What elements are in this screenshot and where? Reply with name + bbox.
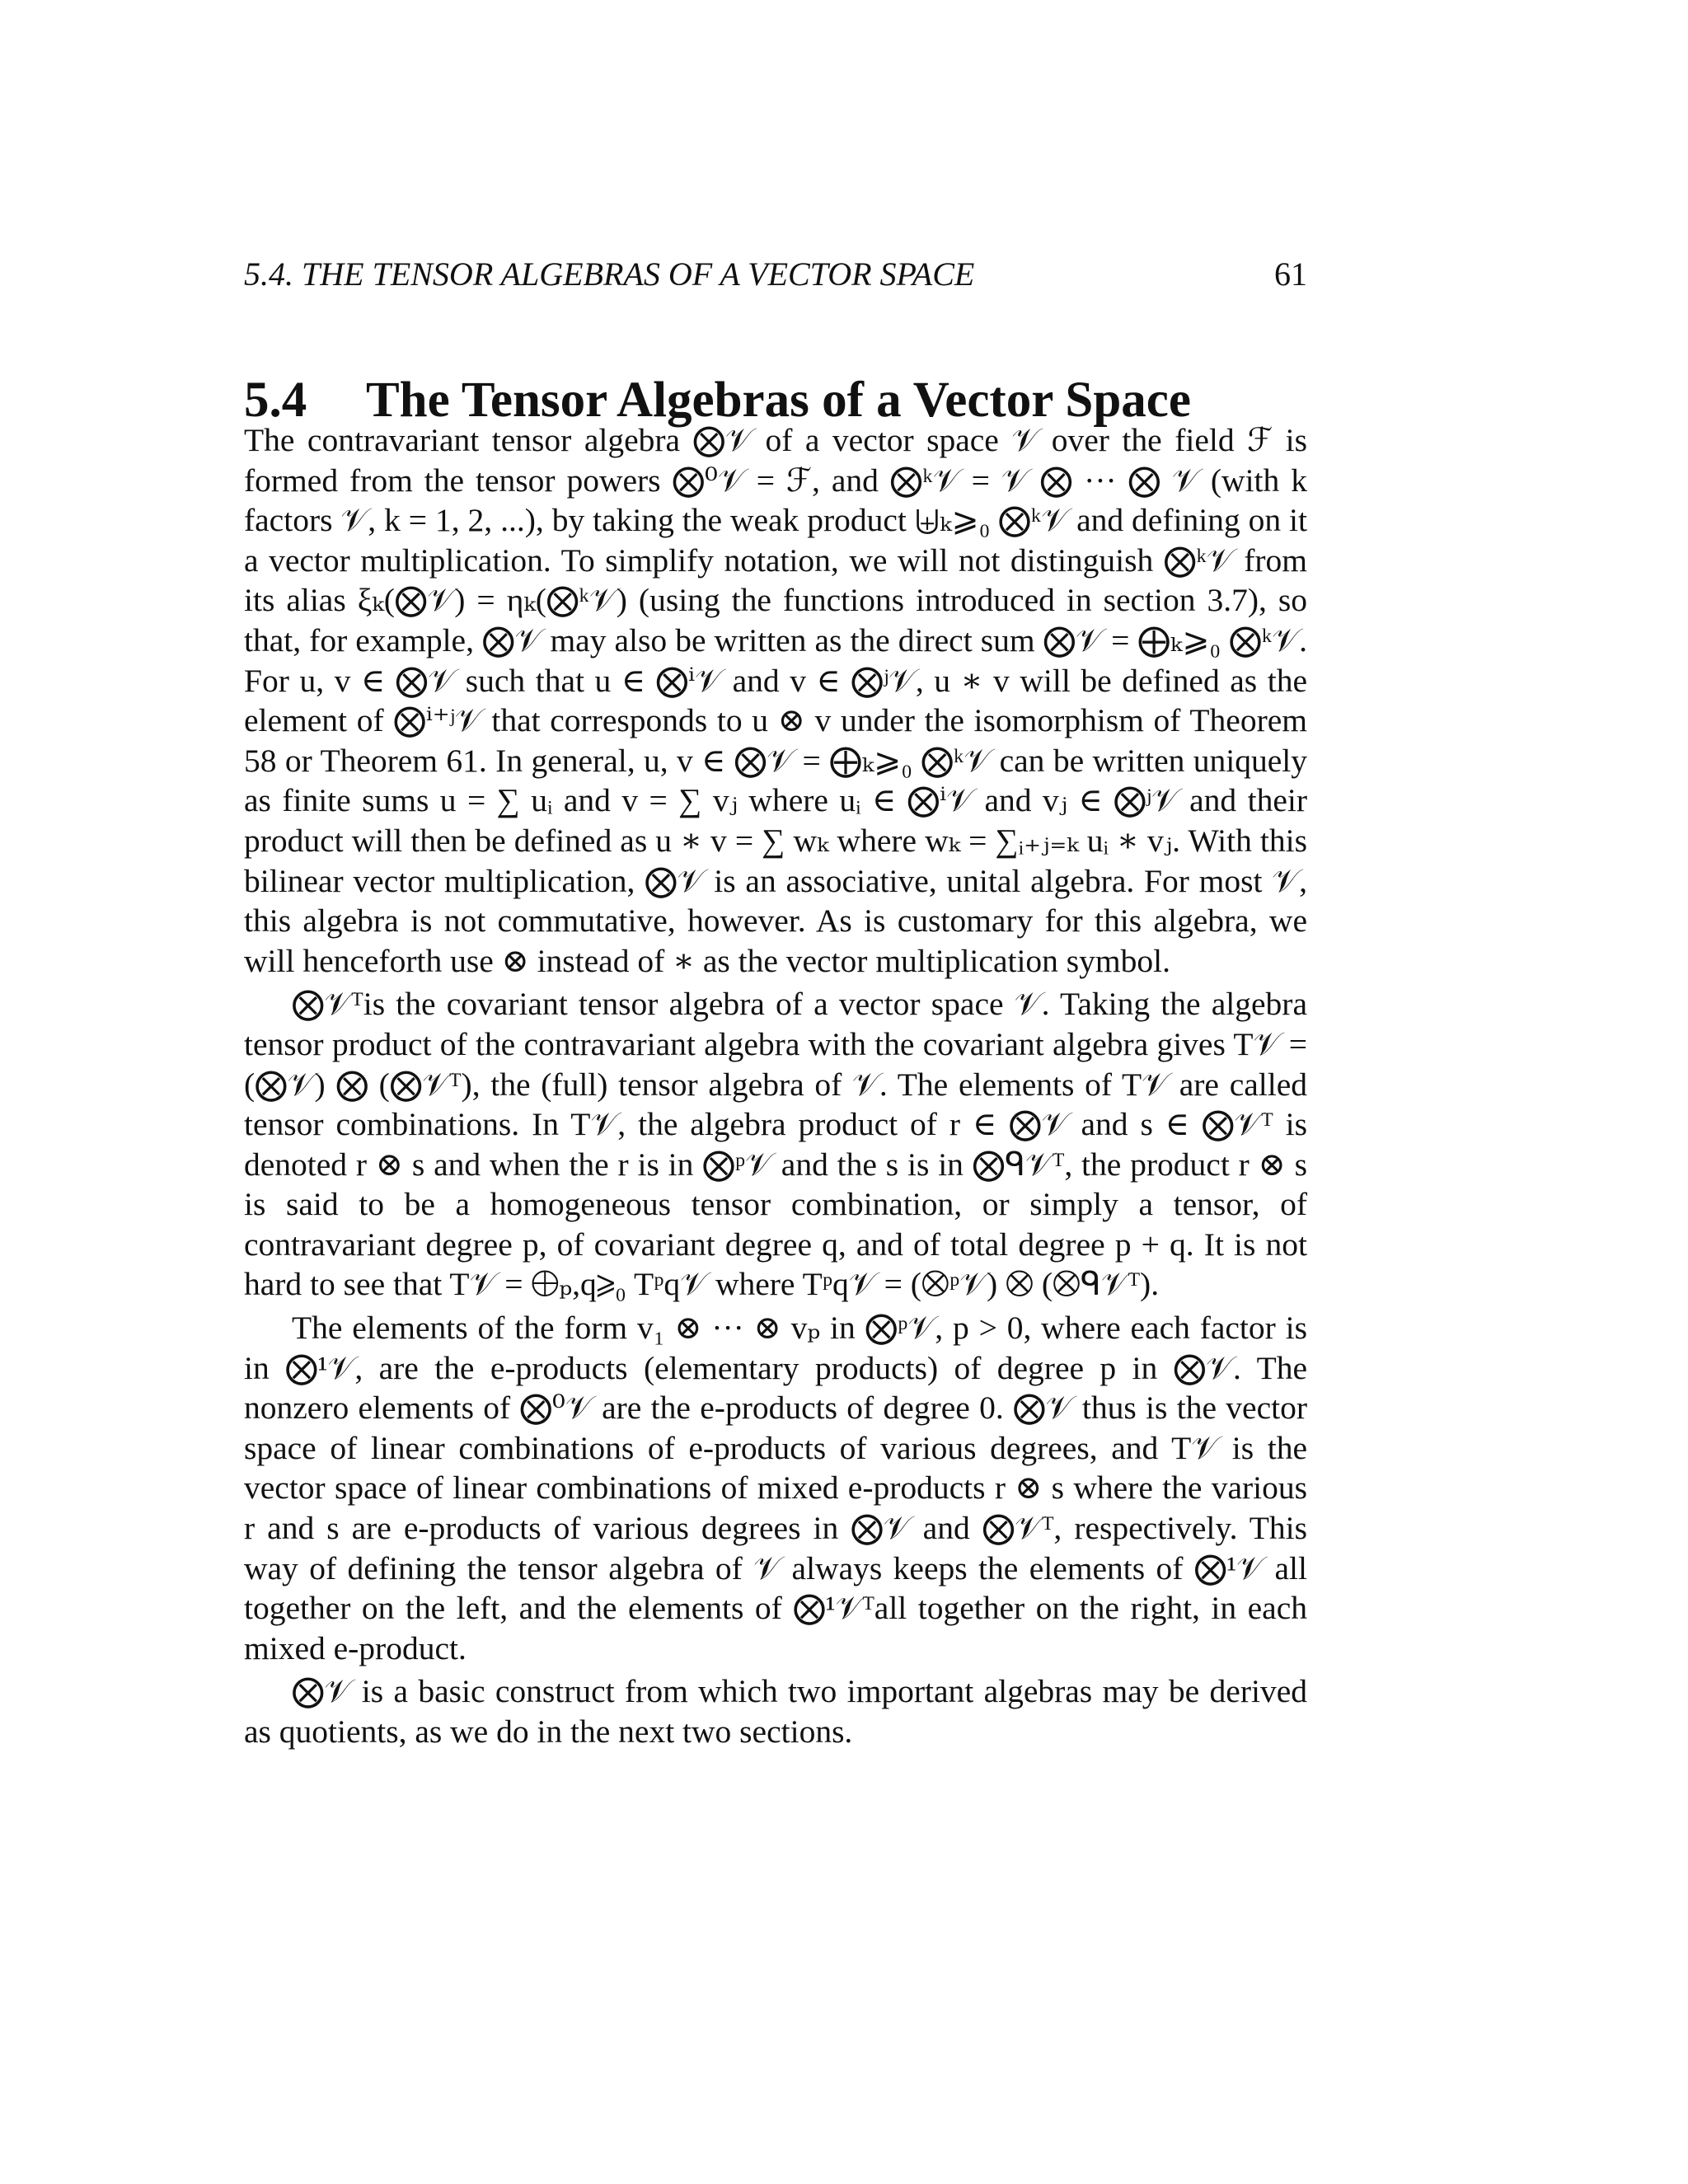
running-head (244, 254, 1307, 295)
section-number: 5.4 (244, 372, 307, 428)
page-number: 61 (1274, 255, 1307, 293)
paragraph-basic-construct: ⨂𝒱 is a basic construct from which two important algebras may be derived as quotients, as we do in the next two sections. (244, 1673, 1307, 1750)
section-title: The Tensor Algebras of a Vector Space (366, 372, 1191, 428)
paragraph-contravariant-algebra: The contravariant tensor algebra ⨂𝒱 of a vector space 𝒱 over the field ℱ is formed from the tensor powers ⨂⁰𝒱 = ℱ, and ⨂ᵏ𝒱 = 𝒱 ⨂ ··· ⨂ 𝒱 (with k factors 𝒱, k = 1, 2, ...), by taking the weak product ⨄ₖ⩾₀ ⨂ᵏ𝒱 and defining on it a vector multiplication. To simplify notation, we will not distinguish ⨂ᵏ𝒱 from its alias ξₖ(⨂𝒱) = ηₖ(⨂ᵏ𝒱) (using the functions introduced in section 3.7), so that, for example, ⨂𝒱 may also be written as the direct sum ⨂𝒱 = ⨁ₖ⩾₀ ⨂ᵏ𝒱. For u, v ∈ ⨂𝒱 such that u ∈ ⨂ⁱ𝒱 and v ∈ ⨂ʲ𝒱, u ∗ v will be defined as the element of ⨂ⁱ⁺ʲ𝒱 that corresponds to u ⊗ v under the isomorphism of Theorem 58 or Theorem 61. In general, u, v ∈ ⨂𝒱 = ⨁ₖ⩾₀ ⨂ᵏ𝒱 can be written uniquely as finite sums u = ∑ uᵢ and v = ∑ vⱼ where uᵢ ∈ ⨂ⁱ𝒱 and vⱼ ∈ ⨂ʲ𝒱 and their product will then be defined as u ∗ v = ∑ wₖ where wₖ = ∑ᵢ₊ⱼ₌ₖ uᵢ ∗ vⱼ. With this bilinear vector multiplication, ⨂𝒱 is an associative, unital algebra. For most 𝒱, this algebra is not commutative, however. As is customary for this algebra, we will henceforth use ⊗ instead of ∗ as the vector multiplication symbol. (244, 422, 1307, 979)
body-text (244, 420, 1307, 1752)
paragraph-e-products: The elements of the form v₁ ⊗ ··· ⊗ vₚ in ⨂ᵖ𝒱, p > 0, where each factor is in ⨂¹𝒱, are the e-products (elementary products) of degree p in ⨂𝒱. The nonzero elements of ⨂⁰𝒱 are the e-products of degree 0. ⨂𝒱 thus is the vector space of linear combinations of e-products of various degrees, and T𝒱 is the vector space of linear combinations of mixed e-products r ⊗ s where the various r and s are e-products of various degrees in ⨂𝒱 and ⨂𝒱ᵀ, respectively. This way of defining the tensor algebra of 𝒱 always keeps the elements of ⨂¹𝒱 all together on the left, and the elements of ⨂¹𝒱ᵀall together on the right, in each mixed e-product. (244, 1310, 1307, 1666)
running-head-title: 5.4. THE TENSOR ALGEBRAS OF A VECTOR SPACE (244, 255, 975, 293)
paragraph-covariant-algebra: ⨂𝒱ᵀis the covariant tensor algebra of a vector space 𝒱. Taking the algebra tensor product of the contravariant algebra with the covariant algebra gives T𝒱 = (⨂𝒱) ⨂ (⨂𝒱ᵀ), the (full) tensor algebra of 𝒱. The elements of T𝒱 are called tensor combinations. In T𝒱, the algebra product of r ∈ ⨂𝒱 and s ∈ ⨂𝒱ᵀ is denoted r ⊗ s and when the r is in ⨂ᵖ𝒱 and the s is in ⨂ᑫ𝒱ᵀ, the product r ⊗ s is said to be a homogeneous tensor combination, or simply a tensor, of contravariant degree p, of covariant degree q, and of total degree p + q. It is not hard to see that T𝒱 = ⨁ₚ,q⩾₀ Tᵖq𝒱 where Tᵖq𝒱 = (⨂ᵖ𝒱) ⨂ (⨂ᑫ𝒱ᵀ). (244, 986, 1307, 1303)
